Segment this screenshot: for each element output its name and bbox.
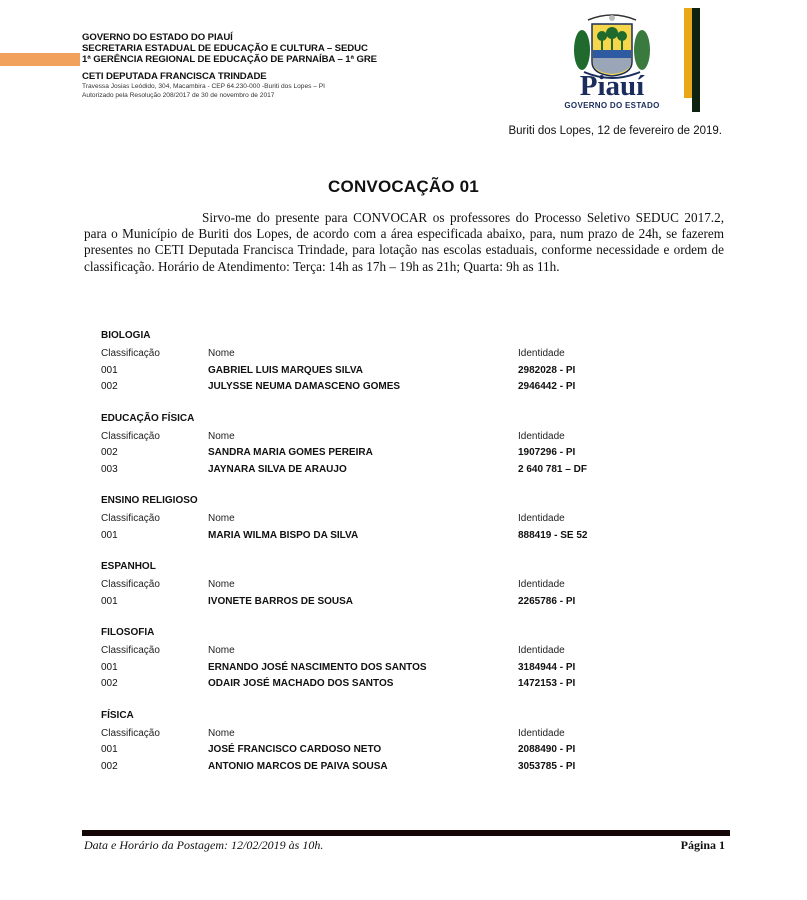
letterhead-address: Travessa Josias Leódido, 304, Macambira - CEP 64.230-000 -Buriti dos Lopes – PI: [82, 83, 325, 90]
table-row: [101, 462, 661, 479]
letterhead-school: CETI DEPUTADA FRANCISCA TRINDADE: [82, 71, 267, 82]
classification-cell: 002: [101, 678, 118, 689]
col-classification-header: Classificação: [101, 430, 160, 442]
col-classification-header: Classificação: [101, 645, 160, 656]
subject-section: [101, 710, 661, 776]
classification-cell: 001: [101, 661, 118, 673]
table-row: [101, 676, 661, 693]
page-number: Página 1: [680, 838, 725, 852]
name-cell: SANDRA MARIA GOMES PEREIRA: [208, 447, 373, 458]
name-cell: ERNANDO JOSÉ NASCIMENTO DOS SANTOS: [208, 661, 427, 673]
intro-paragraph: Sirvo-me do presente para CONVOCAR os professores do Processo Seletivo SEDUC 2017.2, para o Município de Buriti dos Lopes, de acordo com a área especificada abaixo, para, num prazo de 24h, se fazerem presentes no CETI Deputada Francisca Trindade, para lotação nas escolas estaduais, conforme necessidade e ordem de classificação. Horário de Atendimento: Terça: 14h as 17h – 19h as 21h; Quarta: 9h as 11h.: [84, 210, 724, 274]
column-header-row: [101, 726, 661, 743]
subject-title: EDUCAÇÃO FÍSICA: [101, 412, 195, 424]
yellow-stripe: [684, 8, 692, 98]
letterhead-regional: 1ª GERÊNCIA REGIONAL DE EDUCAÇÃO DE PARNAÍBA – 1ª GRE: [82, 54, 377, 65]
col-identity-header: Identidade: [518, 513, 565, 524]
name-cell: MARIA WILMA BISPO DA SILVA: [208, 529, 359, 541]
name-cell: JAYNARA SILVA DE ARAUJO: [208, 463, 347, 475]
green-stripe: [692, 8, 700, 112]
subject-section: [101, 627, 661, 693]
piaui-government-logo: [548, 8, 676, 112]
col-name-header: Nome: [208, 348, 235, 359]
identity-cell: 3053785 - PI: [518, 760, 576, 772]
name-cell: ODAIR JOSÉ MACHADO DOS SANTOS: [208, 678, 394, 689]
col-identity-header: Identidade: [518, 579, 565, 590]
column-header-row: [101, 346, 661, 363]
col-identity-header: Identidade: [518, 645, 565, 656]
subject-title: ESPANHOL: [101, 561, 156, 572]
col-classification-header: Classificação: [101, 727, 160, 739]
table-row: [101, 363, 661, 380]
subject-title: ENSINO RELIGIOSO: [101, 495, 198, 506]
logo-subtitle: GOVERNO DO ESTADO: [564, 101, 660, 110]
footer-divider: [82, 830, 730, 836]
name-cell: GABRIEL LUIS MARQUES SILVA: [208, 364, 364, 376]
table-row: [101, 528, 661, 545]
subject-section: [101, 495, 661, 544]
table-row: [101, 445, 661, 462]
name-cell: ANTONIO MARCOS DE PAIVA SOUSA: [208, 760, 388, 772]
identity-cell: 1907296 - PI: [518, 447, 576, 458]
column-header-row: [101, 577, 661, 594]
classification-cell: 002: [101, 760, 118, 772]
table-row: [101, 594, 661, 611]
col-name-header: Nome: [208, 727, 235, 739]
column-header-row: [101, 511, 661, 528]
identity-cell: 2946442 - PI: [518, 381, 576, 392]
classification-cell: 002: [101, 447, 118, 458]
classification-cell: 001: [101, 364, 118, 376]
identity-cell: 2 640 781 – DF: [518, 463, 587, 475]
subject-title: FILOSOFIA: [101, 627, 155, 638]
table-row: [101, 759, 661, 776]
name-cell: JULYSSE NEUMA DAMASCENO GOMES: [208, 381, 401, 392]
date-line: Buriti dos Lopes, 12 de fevereiro de 2019.: [508, 125, 722, 137]
name-cell: IVONETE BARROS DE SOUSA: [208, 595, 354, 607]
column-header-row: [101, 643, 661, 660]
letterhead: [82, 32, 542, 100]
convocation-list: [101, 330, 661, 792]
col-identity-header: Identidade: [518, 430, 565, 442]
posting-datetime: Data e Horário da Postagem: 12/02/2019 às 10h.: [84, 838, 324, 852]
classification-cell: 001: [101, 595, 118, 607]
subject-title: BIOLOGIA: [101, 330, 151, 341]
name-cell: JOSÉ FRANCISCO CARDOSO NETO: [208, 744, 382, 755]
identity-cell: 1472153 - PI: [518, 678, 576, 689]
classification-cell: 002: [101, 381, 118, 392]
col-classification-header: Classificação: [101, 513, 160, 524]
identity-cell: 2982028 - PI: [518, 364, 576, 376]
identity-cell: 3184944 - PI: [518, 661, 576, 673]
column-header-row: [101, 429, 661, 446]
classification-cell: 001: [101, 744, 118, 755]
document-title: CONVOCAÇÃO 01: [328, 177, 479, 196]
col-identity-header: Identidade: [518, 727, 565, 739]
subject-section: [101, 561, 661, 610]
col-identity-header: Identidade: [518, 348, 565, 359]
subject-section: [101, 413, 661, 479]
subject-title: FÍSICA: [101, 709, 134, 721]
letterhead-authorization: Autorizado pela Resolução 208/2017 de 30 de novembro de 2017: [82, 92, 275, 99]
col-classification-header: Classificação: [101, 579, 160, 590]
letterhead-government: GOVERNO DO ESTADO DO PIAUÍ: [82, 32, 233, 43]
table-row: [101, 742, 661, 759]
identity-cell: 2088490 - PI: [518, 744, 576, 755]
letterhead-secretariat: SECRETARIA ESTADUAL DE EDUCAÇÃO E CULTURA – SEDUC: [82, 43, 368, 54]
col-name-header: Nome: [208, 645, 235, 656]
classification-cell: 001: [101, 529, 118, 541]
subject-section: [101, 330, 661, 396]
identity-cell: 2265786 - PI: [518, 595, 576, 607]
table-row: [101, 379, 661, 396]
header-accent-bar: [0, 53, 80, 66]
col-name-header: Nome: [208, 579, 235, 590]
classification-cell: 003: [101, 463, 118, 475]
col-name-header: Nome: [208, 430, 235, 442]
identity-cell: 888419 - SE 52: [518, 529, 588, 541]
col-classification-header: Classificação: [101, 348, 160, 359]
col-name-header: Nome: [208, 513, 235, 524]
logo-wordmark: Piauí: [579, 70, 645, 102]
table-row: [101, 660, 661, 677]
